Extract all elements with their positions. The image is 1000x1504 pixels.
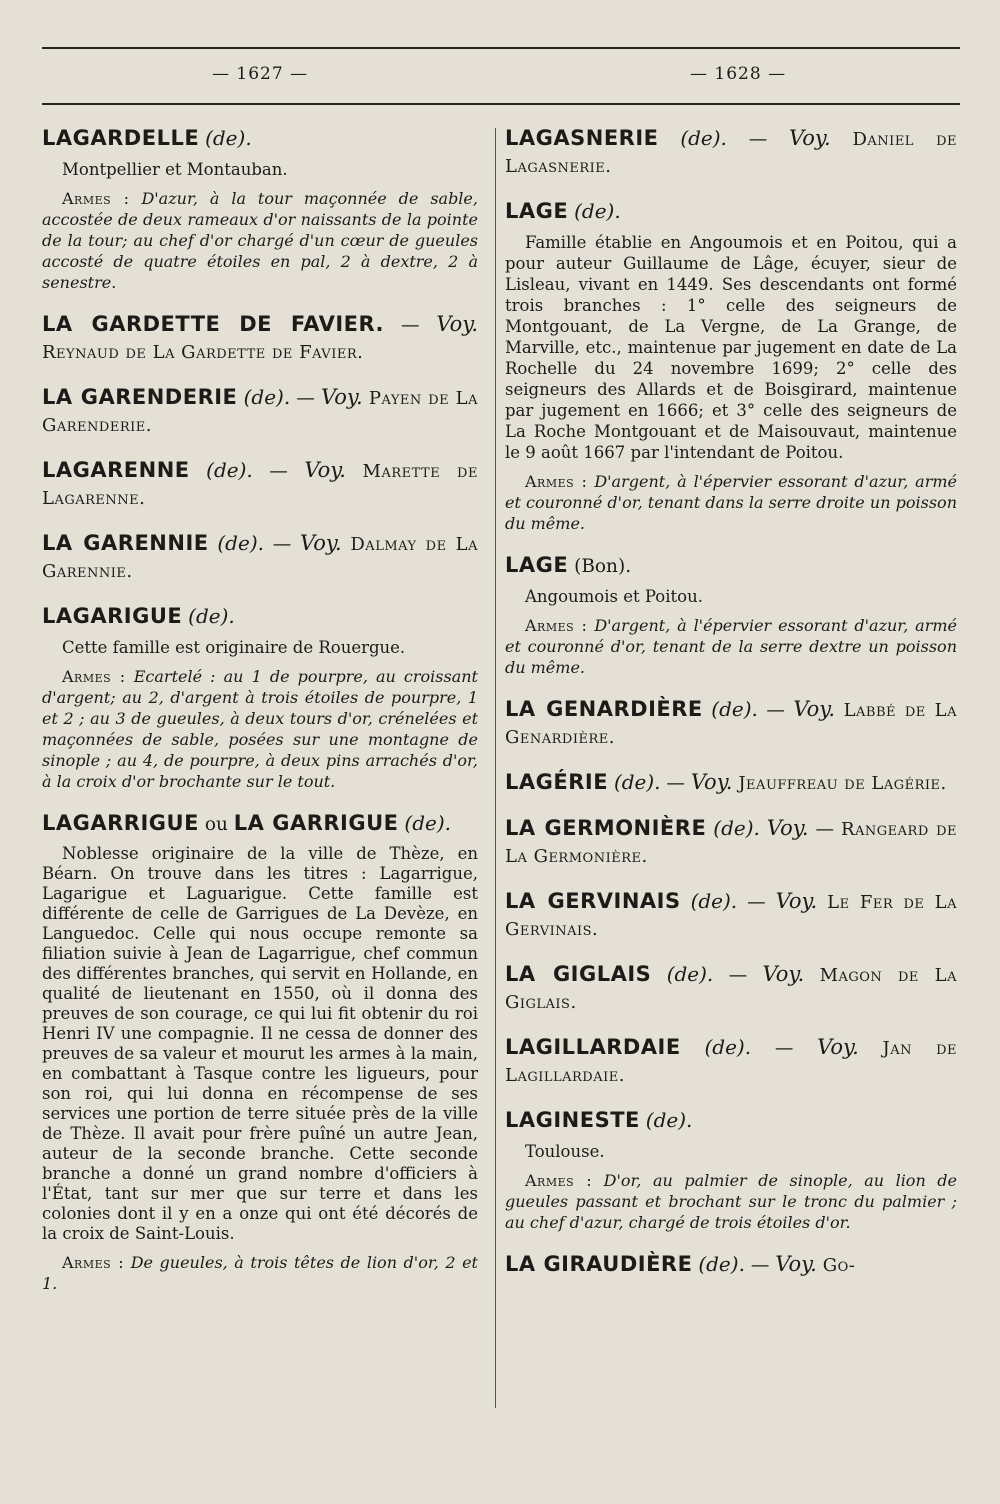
entry-dash: — [744,1255,776,1276]
voy-label: Voy. [793,697,836,721]
top-rule [42,47,960,49]
entry-heading [505,888,957,943]
cross-reference: Labbé de La Genardière. [505,700,957,748]
arms-blazon: D'or, au palmier de sinople, au lion de gueules passant et brochant sur le tronc du palmier ; au chef d'azur, chargé de trois étoiles d'or. [505,1171,957,1232]
entry-lagasnerie [505,125,957,180]
entry-lagardelle [42,125,478,293]
entry-lagarigue [42,603,478,792]
entry-suffix: (de). [206,458,253,482]
entry-name: LAGASNERIE [505,126,659,150]
voy-label: Voy. [775,1252,817,1276]
voy-label: Voy. [690,770,733,794]
entry-la-garenderie [42,384,478,439]
entry-arms [505,471,957,534]
entry-dash: — [726,129,790,150]
entry-description: Toulouse. [525,1142,605,1161]
entry-la-giglais [505,961,957,1016]
entry-heading [505,769,957,797]
entry-lagineste [505,1107,957,1233]
entry-description: Angoumois et Poitou. [525,587,703,606]
entry-suffix: (de). [574,199,621,223]
voy-label: Voy. [304,458,346,482]
entry-dash: — [252,461,305,482]
entry-la-gardette-de-favier [42,311,478,366]
entry-name: LAGE [505,553,569,577]
entry-dash: — [757,700,794,721]
entry-la-garennie [42,530,478,585]
arms-blazon: D'argent, à l'épervier essorant d'azur, armé et couronné d'or, tenant dans la serre droite un poisson du même. [505,472,957,533]
entry-name: LA GIRAUDIÈRE [505,1252,693,1276]
entry-name: LAGILLARDAIE [505,1035,681,1059]
voy-label: Voy. [817,1035,859,1059]
entry-la-giraudiere [505,1251,957,1279]
entry-suffix: (de). [704,1035,752,1059]
entry-dash: — [751,1038,818,1059]
entry-lagarrigue [42,810,478,1294]
entry-name: LAGE [505,199,569,223]
entry-name: LAGINESTE [505,1108,640,1132]
entry-arms [42,666,478,792]
entry-dash: — [263,534,300,555]
header-rule [42,103,960,105]
cross-reference: Go- [822,1255,856,1276]
page-number-left: — 1627 — [212,64,309,84]
voy-label: Voy. [436,312,478,336]
voy-label: Voy. [775,889,818,913]
entry-suffix: (de). [645,1108,693,1132]
cross-reference: Payen de La Garenderie. [42,388,479,436]
entry-suffix: (de). [666,962,714,986]
entry-name: LA GERVINAIS [505,889,681,913]
entry-name: LAGARDELLE [42,126,200,150]
entry-lage [505,198,957,534]
cross-reference: Reynaud de La Gardette de Favier. [42,342,364,363]
voy-label: Voy. [766,816,809,840]
entry-heading [505,125,957,180]
entry-heading [42,603,478,631]
entry-heading [42,530,478,585]
entry-suffix: (de). [711,697,758,721]
entry-description: Noblesse originaire de la ville de Thèze, en Béarn. On trouve dans les titres : Lagarrigue, Lagarigue et Laguarigue. Cette famille est différente de celle de Garrigues de La Devèze, en Languedoc. Celle qui nous occupe remonte sa filiation suivie à Jean de Lagarrigue, chef commun des différentes branches, qui servit en Hollande, en qualité de lieutenant en 1550, où il donna des preuves de son courage, ce qui lui fit obtenir du roi Henri IV une compagnie. Il ne cessa de donner des preuves de sa valeur et mourut les armes à la main, en combattant à Tasque contre les ligueurs, pour son roi, qui lui donna en récompense de ses services une portion de terre située près de la ville de Thèze. Il avait pour frère puîné un autre Jean, auteur de la seconde branche. Cette seconde branche a donné un grand nombre d'officiers à l'État, tant sur mer que sur terre et dans les colonies dont il y en a onze qui ont été décorés de la croix de Saint-Louis. [42,844,478,1243]
entry-name: LAGARIGUE [42,604,183,628]
entry-heading [42,457,478,512]
entry-dash: — [660,773,691,794]
arms-blazon: D'argent, à l'épervier essorant d'azur, armé et couronné d'or, tenant de la serre dextre un poisson du même. [505,616,957,677]
entry-dash: — [290,388,322,409]
entry-lagillardaie [505,1034,957,1089]
entry-la-germoniere [505,815,957,870]
entry-suffix: (de). [217,531,264,555]
entry-name: LAGÉRIE [505,770,609,794]
entry-heading [42,125,478,153]
entry-name: LA GERMONIÈRE [505,816,707,840]
cross-reference: Le Fer de La Gervinais. [505,892,957,940]
entry-heading [42,810,478,838]
voy-label: Voy. [299,531,342,555]
entry-name-alt: LA GARRIGUE [233,811,399,835]
entry-arms [505,615,957,678]
entry-or: ou [204,814,228,835]
entry-la-genardiere [505,696,957,751]
entry-heading [505,1251,957,1279]
entry-description: Montpellier et Montauban. [62,160,288,179]
entry-arms [505,1170,957,1233]
entry-heading [505,552,957,580]
entry-suffix: (de). [404,811,451,835]
entry-suffix: (de). [613,770,661,794]
entry-lage-baron [505,552,957,678]
page-number-right: — 1628 — [690,64,787,84]
arms-label: Armes : [62,189,130,208]
voy-label: Voy. [789,126,831,150]
entry-arms [42,188,478,293]
entry-lagerie [505,769,957,797]
entry-dash: — [384,315,420,336]
entry-suffix: (de). [188,604,235,628]
left-column [42,125,478,1312]
arms-label: Armes : [525,1171,593,1190]
arms-label: Armes : [62,667,126,686]
entry-heading [505,1107,957,1135]
entry-heading [505,198,957,226]
entry-description: Famille établie en Angoumois et en Poitou, qui a pour auteur Guillaume de Lâge, écuyer, sieur de Lisleau, vivant en 1449. Ses descendants ont formé trois branches : 1° celle des seigneurs de Montgouant, de La Vergne, de La Grange, de Marville, etc., maintenue par jugement en date de La Rochelle du 24 novembre 1699; 2° celle des seigneurs des Allards et de Boisgirard, maintenue par jugement en 1666; et 3° celle des seigneurs de La Roche Montgouant et de Maisouvaut, maintenue le 9 août 1667 par l'intendant de Poitou. [505,233,957,462]
cross-reference: Magon de La Giglais. [505,965,957,1013]
entry-lagarenne [42,457,478,512]
entry-la-gervinais [505,888,957,943]
cross-reference: Rangeard de La Germonière. [505,819,957,867]
cross-reference: Jan de Lagillardaie. [505,1038,958,1086]
cross-reference: Daniel de Lagasnerie. [505,129,957,177]
entry-suffix: (Bon). [574,556,632,577]
cross-reference: Marette de Lagarenne. [42,461,478,509]
entry-dash: — [737,892,776,913]
entry-suffix: (de). [680,126,727,150]
entry-dash: — [808,819,841,840]
entry-suffix: (de). [205,126,252,150]
entry-description: Cette famille est originaire de Rouergue. [62,638,406,657]
entry-name: LA GARENDERIE [42,385,238,409]
entry-heading [42,384,478,439]
column-divider [495,128,496,1408]
entry-suffix: (de). [698,1252,745,1276]
cross-reference: Dalmay de La Garennie. [42,534,479,582]
entry-name: LA GARENNIE [42,531,209,555]
entry-heading [505,961,957,1016]
entry-name: LA GENARDIÈRE [505,697,703,721]
arms-blazon: D'azur, à la tour maçonnée de sable, accostée de deux rameaux d'or naissants de la pointe de la tour; au chef d'or chargé d'un cœur de gueules accosté de quatre étoiles en pal, 2 à dextre, 2 à senestre. [42,189,478,292]
entry-suffix: (de). [713,816,760,840]
voy-label: Voy. [321,385,363,409]
entry-name: LAGARRIGUE [42,811,199,835]
arms-blazon: De gueules, à trois têtes de lion d'or, 2 et 1. [42,1253,478,1293]
entry-heading [505,696,957,751]
entry-suffix: (de). [243,385,291,409]
entry-heading [505,1034,957,1089]
entry-heading [505,815,957,870]
entry-arms [42,1252,478,1294]
entry-name: LA GARDETTE DE FAVIER. [42,312,385,336]
entry-name: LA GIGLAIS [505,962,652,986]
entry-heading [42,311,478,366]
arms-label: Armes : [525,472,588,491]
entry-dash: — [713,965,763,986]
cross-reference: Jeauffreau de Lagérie. [738,773,947,794]
voy-label: Voy. [762,962,805,986]
arms-label: Armes : [62,1253,125,1272]
arms-blazon: Ecartelé : au 1 de pourpre, au croissant d'argent; au 2, d'argent à trois étoiles de pourpre, 1 et 2 ; au 3 de gueules, à deux tours d'or, crénelées et maçonnées de sable, posées sur une montagne de sinople ; au 4, de pourpre, à deux pins arrachés d'or, à la croix d'or brochante sur le tout. [42,667,478,791]
entry-name: LAGARENNE [42,458,190,482]
arms-label: Armes : [525,616,588,635]
right-column [505,125,957,1297]
entry-suffix: (de). [690,889,738,913]
